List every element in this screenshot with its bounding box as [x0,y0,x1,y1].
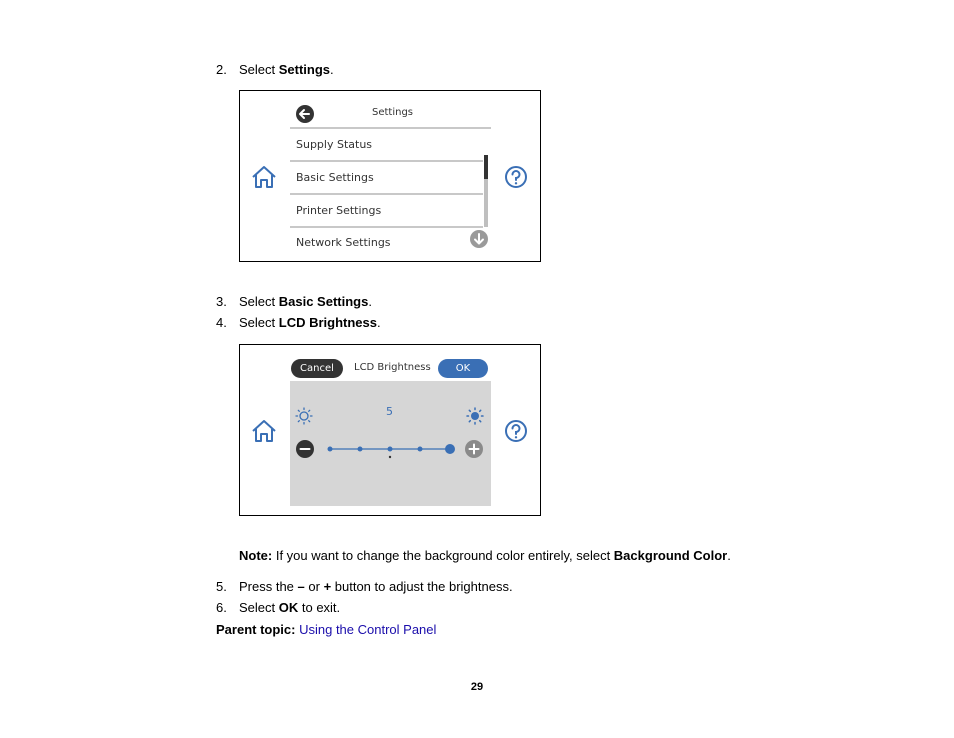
slider-step-dot[interactable] [358,447,363,452]
page-number: 29 [470,681,484,693]
help-icon[interactable] [504,419,528,443]
step-5: 5. Press the – or + button to adjust the brightness. [216,579,513,594]
divider [290,226,483,228]
list-item-supply-status[interactable]: Supply Status [296,138,373,151]
brightness-screenshot [239,344,541,516]
slider-default-marker [389,456,391,458]
step-6: 6. Select OK to exit. [216,600,341,615]
brightness-title: LCD Brightness [354,362,431,373]
slider-step-dot[interactable] [328,447,333,452]
slider-thumb[interactable] [445,444,455,454]
step-2: 2. Select Settings. [216,62,334,77]
back-arrow-icon[interactable] [295,104,315,124]
brightness-slider[interactable] [324,439,459,463]
divider [290,193,483,195]
divider [290,127,491,129]
parent-topic: Parent topic: Using the Control Panel [216,622,437,637]
divider [290,160,483,162]
home-icon[interactable] [251,165,277,189]
ok-button[interactable]: OK [438,359,488,378]
slider-step-dot[interactable] [418,447,423,452]
cancel-button[interactable]: Cancel [291,359,343,378]
settings-screenshot [239,90,541,262]
plus-icon[interactable] [464,439,484,459]
step-4: 4. Select LCD Brightness. [216,315,381,330]
settings-list [290,127,491,261]
list-item-network-settings[interactable]: Network Settings [296,236,391,249]
dim-sun-icon [295,407,313,425]
help-icon[interactable] [504,165,528,189]
minus-icon[interactable] [295,439,315,459]
settings-title: Settings [372,107,414,118]
parent-topic-link[interactable]: Using the Control Panel [299,622,437,637]
scroll-down-icon[interactable] [469,229,489,249]
list-item-printer-settings[interactable]: Printer Settings [296,204,382,217]
bright-sun-icon [466,407,484,425]
scrollbar-track[interactable] [484,155,488,227]
brightness-value: 5 [386,405,393,418]
home-icon[interactable] [251,419,277,443]
slider-step-dot[interactable] [388,447,393,452]
step-3: 3. Select Basic Settings. [216,294,372,309]
list-item-basic-settings[interactable]: Basic Settings [296,171,374,184]
note: Note: If you want to change the background color entirely, select Background Color. [239,548,731,563]
scrollbar-thumb[interactable] [484,155,488,179]
brightness-panel [290,381,491,506]
